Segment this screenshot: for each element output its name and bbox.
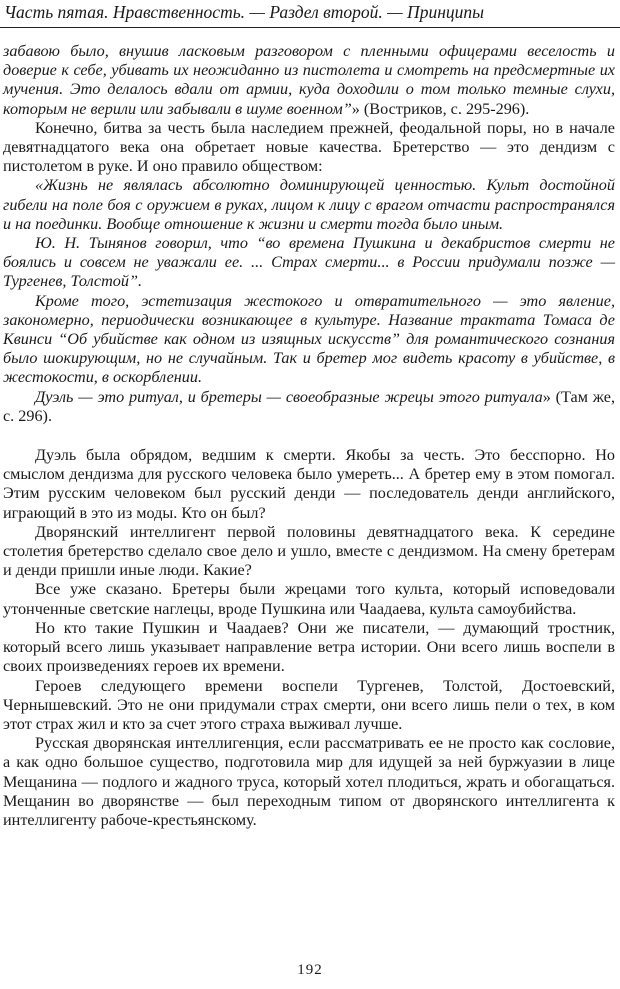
page-number: 192 xyxy=(297,962,323,978)
paragraph: Дворянский интеллигент первой половины девятнадцатого века. К середине столетия бретерство сделало свое дело и ушло, вместе с дендизмом. На смену бретерам и денди пришли иные люди. Какие? xyxy=(3,522,615,580)
quote-text: Дуэль — это ритуал, и бретеры — своеобразные жрецы этого ритуала xyxy=(35,387,543,406)
quote-text: забавою было, внушив ласковым разговором с пленными офицерами веселость и доверие к себе, убивать их неожиданно из пистолета и смотреть на предсмертные их мучения. Это делалось вдали от армии, куда доходили о том только темные слухи, которым не верили или забывали в шуме военном” xyxy=(3,42,615,118)
paragraph: Но кто такие Пушкин и Чаадаев? Они же писатели, — думающий тростник, который всего лишь указывает направление ветра истории. Они всего лишь воспели в своих произведениях героев их времени. xyxy=(3,618,615,676)
paragraph-quote: Ю. Н. Тынянов говорил, что “во времена Пушкина и декабристов смерти не боялись и совсем не уважали ее. ... Страх смерти... в России придумали позже — Тургенев, Толстой”. xyxy=(3,234,615,291)
paragraph: Героев следующего времени воспели Тургенев, Толстой, Достоевский, Чернышевский. Это не они придумали страх смерти, они всего лишь пели о тех, в ком этот страх жил и кто за счет этого страха выживал лучше. xyxy=(3,676,615,733)
paragraph: Дуэль была обрядом, ведшим к смерти. Якобы за честь. Это бесспорно. Но смыслом дендизма для русского человека было умереть... А бретер ему в этом помогал. Этим русским человеком был русский денди — последователь денди английского, играющий в это из моды. Кто он был? xyxy=(3,446,615,522)
quote-reference: » (Востриков, с. 295-296). xyxy=(351,99,530,118)
paragraph-quote: «Жизнь не являлась абсолютно доминирующей ценностью. Культ достойной гибели на поле боя с оружием в руках, лицом к лицу с врагом отчасти распространялся и на поединки. Вообще отношение к жизни и смерти тогда было иным. xyxy=(3,176,615,233)
running-header: Часть пятая. Нравственность. — Раздел второй. — Принципы xyxy=(4,2,484,22)
paragraph: Русская дворянская интеллигенция, если рассматривать ее не просто как сословие, а как одно большое существо, подготовила мир для идущей за ней буржуазии в лице Мещанина — подлого и жадного труса, который хотел плодиться, жрать и обогащаться. Мещанин во дворянстве — был переходным типом от дворянского интеллигента к интеллигенту рабоче-крестьянскому. xyxy=(3,734,615,829)
header-rule xyxy=(0,27,620,28)
paragraph-quote-end xyxy=(3,388,615,426)
paragraph-quote-continuation xyxy=(3,42,615,119)
paragraph-quote: Кроме того, эстетизация жестокого и отвратительного — это явление, закономерно, периодически возникающее в культуре. Название трактата Томаса де Квинси “Об убийстве как одном из изящных искусств” для романтического сознания было шокирующим, но не случайным. Так и бретер мог видеть красоту в убийстве, в жестокости, в оскорблении. xyxy=(3,291,615,387)
paragraph: Все уже сказано. Бретеры были жрецами того культа, который исповедовали утонченные светские наглецы, вроде Пушкина или Чаадаева, культа самоубийства. xyxy=(3,580,615,618)
quote-reference: » (Там же, с. 296). xyxy=(3,387,616,425)
paragraph: Конечно, битва за честь была наследием прежней, феодальной поры, но в начале девятнадцатого века она обретает новые качества. Бретерство — это дендизм с пистолетом в руке. И оно правило обществом: xyxy=(3,118,615,176)
page-text xyxy=(3,42,615,830)
